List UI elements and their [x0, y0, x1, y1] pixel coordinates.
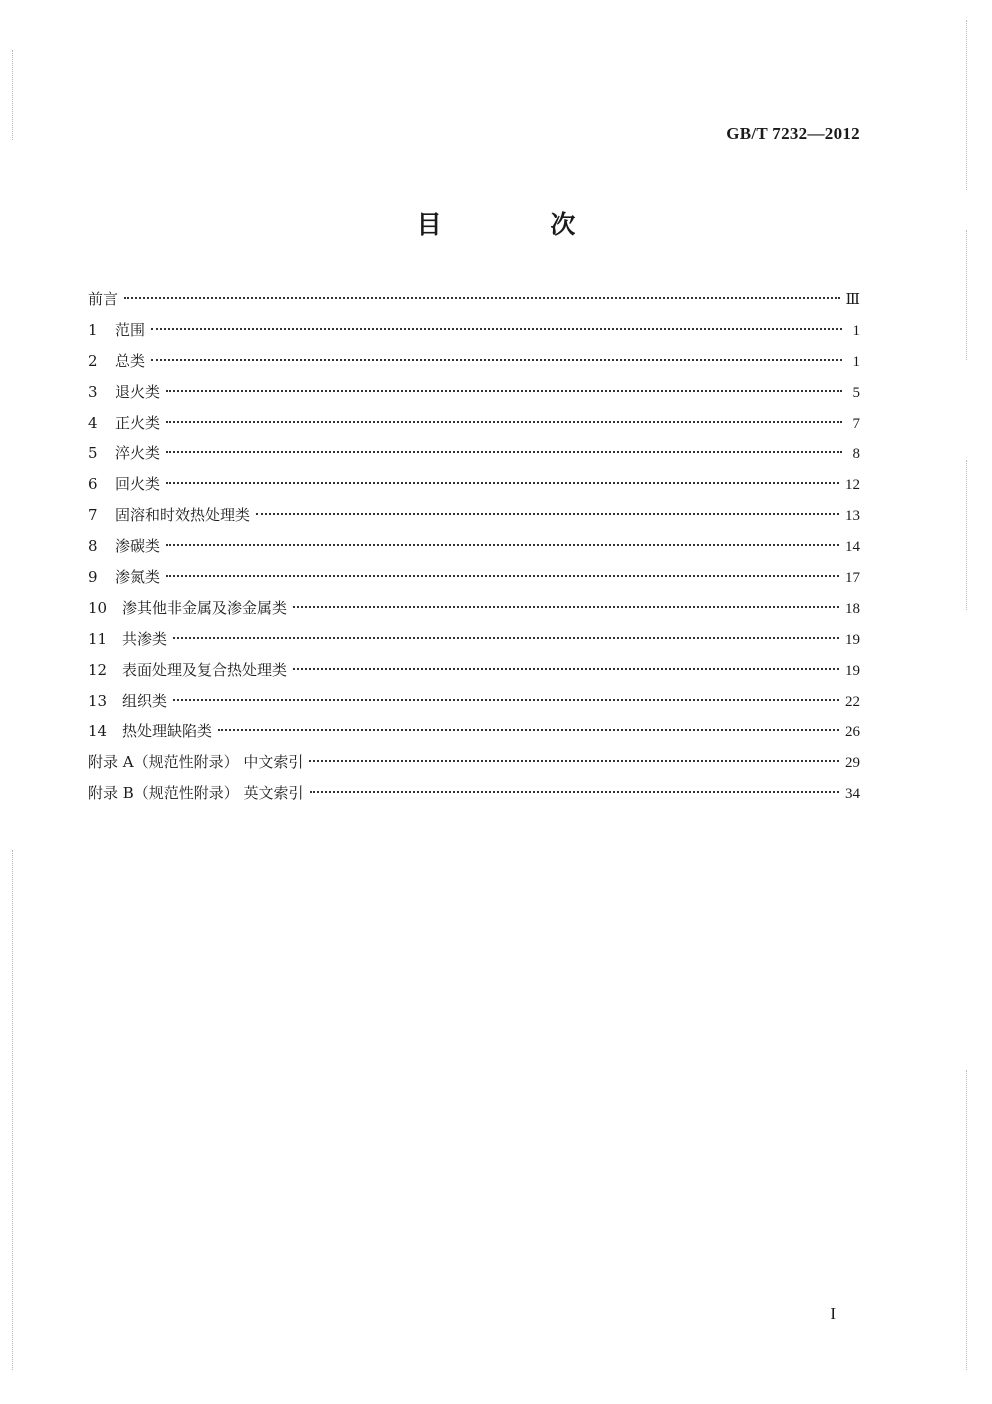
toc-entry[interactable] [88, 597, 860, 628]
toc-entry-page: Ⅲ [845, 292, 860, 308]
toc-entry-title: 淬火类 [115, 444, 161, 463]
toc-entry-title: 前言 [88, 290, 119, 308]
toc-entry-title: 共渗类 [122, 629, 168, 648]
toc-entry-page: 5 [852, 384, 860, 401]
page-number: I [830, 1304, 836, 1323]
toc-entry-label [88, 628, 167, 649]
toc-entry-label [88, 319, 145, 340]
toc-entry-page: 18 [845, 600, 860, 617]
toc-entry-number: 4 [88, 413, 98, 432]
toc-leader-dots [173, 699, 839, 701]
toc-entry[interactable] [88, 504, 860, 535]
toc-entry-label [88, 504, 250, 525]
toc-entry[interactable] [88, 659, 860, 690]
toc-leader-dots [166, 421, 842, 423]
toc-entry[interactable] [88, 751, 860, 782]
toc-entry-number: 12 [88, 660, 108, 679]
toc-entry[interactable] [88, 566, 860, 597]
toc-entry[interactable] [88, 381, 860, 412]
toc-entry[interactable] [88, 782, 860, 813]
toc-entry-title: 组织类 [122, 691, 168, 710]
toc-leader-dots [124, 297, 840, 299]
scan-edge-mark [12, 50, 13, 140]
toc-entry-label [88, 720, 212, 741]
toc-entry-number: 10 [88, 598, 108, 617]
scan-edge-mark [966, 460, 967, 610]
toc-entry-page: 29 [845, 755, 860, 772]
toc-leader-dots [166, 451, 842, 453]
toc-entry-label [88, 350, 145, 371]
toc-entry-title: 渗其他非金属及渗金属类 [122, 598, 288, 617]
toc-entry[interactable] [88, 319, 860, 350]
toc-leader-dots [293, 668, 839, 670]
toc-entry[interactable] [88, 690, 860, 721]
toc-entry-number: 6 [88, 475, 98, 494]
toc-entry-title: 附录 A（规范性附录） 中文索引 [88, 753, 304, 772]
toc-entry-title: 回火类 [115, 475, 161, 494]
toc-leader-dots [151, 328, 842, 330]
toc-entry-title: 退火类 [115, 382, 161, 401]
toc-entry-label [88, 288, 118, 309]
toc-entry-page: 13 [845, 508, 860, 525]
toc-entry-number: 11 [88, 629, 108, 648]
toc-entry-number: 2 [88, 351, 98, 370]
toc-entry-label [88, 473, 160, 494]
toc-entry-page: 22 [845, 693, 860, 710]
scan-edge-mark [966, 230, 967, 360]
toc-leader-dots [166, 482, 839, 484]
toc-entry-page: 1 [852, 322, 860, 339]
toc-entry-number: 1 [88, 320, 98, 339]
toc-entry-page: 1 [852, 353, 860, 370]
toc-leader-dots [218, 729, 839, 731]
scan-edge-mark [12, 850, 13, 1370]
toc-entry-number: 3 [88, 382, 98, 401]
toc-entry-title: 表面处理及复合热处理类 [122, 660, 288, 679]
scan-edge-mark [966, 20, 967, 190]
toc-leader-dots [293, 606, 839, 608]
toc-entry[interactable] [88, 350, 860, 381]
toc-entry[interactable] [88, 473, 860, 504]
toc-entry-page: 8 [852, 446, 860, 463]
toc-leader-dots [309, 760, 839, 762]
toc-leader-dots [166, 390, 842, 392]
toc-entry-label [88, 690, 167, 711]
toc-entry-page: 19 [845, 662, 860, 679]
toc-entry-title: 范围 [115, 320, 146, 339]
toc-entry-label [88, 566, 160, 587]
toc-entry-number: 5 [88, 444, 98, 463]
toc-entry-label [88, 782, 304, 803]
toc-entry-number: 8 [88, 537, 98, 556]
toc-entry-label [88, 751, 303, 772]
toc-entry-title: 热处理缺陷类 [122, 722, 213, 741]
toc-entry[interactable] [88, 442, 860, 473]
toc-entry-number: 9 [88, 568, 98, 587]
toc-entry[interactable] [88, 535, 860, 566]
toc-entry-label [88, 535, 160, 556]
toc-leader-dots [173, 637, 839, 639]
toc-entry-page: 12 [845, 477, 860, 494]
standard-number: GB/T 7232—2012 [726, 124, 860, 143]
toc-entry[interactable] [88, 628, 860, 659]
toc-entry-page: 26 [845, 724, 860, 741]
toc-entry-title: 渗碳类 [115, 537, 161, 556]
toc-leader-dots [151, 359, 842, 361]
toc-entry-title: 固溶和时效热处理类 [115, 506, 251, 525]
toc-entry-title: 总类 [115, 351, 146, 370]
toc-entry-label [88, 659, 287, 680]
toc-entry-title: 正火类 [115, 413, 161, 432]
toc-entry-label [88, 442, 160, 463]
toc-entry[interactable] [88, 288, 860, 319]
toc-entry-page: 34 [845, 786, 860, 803]
toc-entry-label [88, 597, 287, 618]
toc-entry-number: 14 [88, 722, 108, 741]
toc-entry-number: 7 [88, 506, 98, 525]
toc-leader-dots [310, 791, 839, 793]
toc-entry-page: 14 [845, 539, 860, 556]
toc-entry[interactable] [88, 412, 860, 443]
toc-leader-dots [166, 575, 839, 577]
toc-entry-label [88, 412, 160, 433]
scan-edge-mark [966, 1070, 967, 1370]
toc-entry-label [88, 381, 160, 402]
toc-entry-title: 附录 B（规范性附录） 英文索引 [88, 784, 304, 803]
toc-entry-page: 19 [845, 631, 860, 648]
toc-entry-page: 17 [845, 570, 860, 587]
toc-leader-dots [256, 513, 839, 515]
toc-leader-dots [166, 544, 839, 546]
table-of-contents [88, 288, 860, 813]
page-title: 目 次 [416, 210, 626, 239]
toc-entry[interactable] [88, 720, 860, 751]
toc-entry-title: 渗氮类 [115, 568, 161, 587]
toc-entry-number: 13 [88, 691, 108, 710]
toc-entry-page: 7 [852, 415, 860, 432]
